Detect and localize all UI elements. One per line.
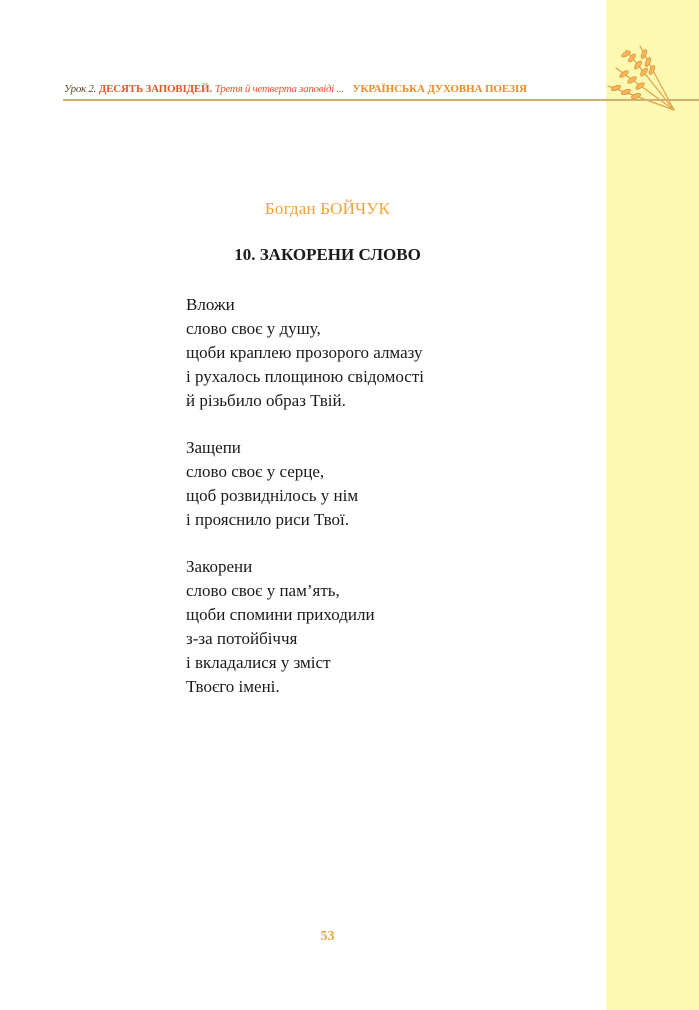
poem-line: щоб розвиднілось у нім [186,486,359,505]
poem-line: щоби спомини приходили [186,605,375,624]
lesson-title: ДЕСЯТЬ ЗАПОВІДЕЙ. [98,83,212,95]
side-band [606,0,699,1010]
poem-line: Твоєго імені. [186,677,280,696]
wheat-icon [596,40,676,112]
poem-line: слово своє у серце, [186,462,325,481]
stanza [186,293,566,413]
section-title: УКРАЇНСЬКА ДУХОВНА ПОЕЗІЯ [352,83,527,95]
poem-line: і рухалось площиною свідомості [186,367,424,386]
header-divider [63,99,699,101]
poem-line: слово своє у пам’ять, [186,581,340,600]
lesson-number: Урок 2. [64,83,97,95]
poem-line: і прояснило риси Твої. [186,510,349,529]
page-number: 53 [320,929,335,944]
poem-body [186,293,566,722]
poem-title: 10. ЗАКОРЕНИ СЛОВО [234,245,421,264]
running-header [64,82,604,96]
poem-line: Вложи [186,295,235,314]
poem-line: й різьбило образ Твій. [186,391,346,410]
lesson-subtitle: Третя й четверта заповіді ... [214,83,344,95]
poem-line: з-за потойбіччя [186,629,298,648]
poem-author: Богдан БОЙЧУК [264,199,391,218]
poem-line: Закорени [186,557,253,576]
poem-line: щоби краплею прозорого алмазу [186,343,423,362]
poem-line: і вкладалися у зміст [186,653,331,672]
stanza [186,436,566,532]
poem-line: слово своє у душу, [186,319,321,338]
stanza [186,555,566,699]
poem-line: Защепи [186,438,241,457]
